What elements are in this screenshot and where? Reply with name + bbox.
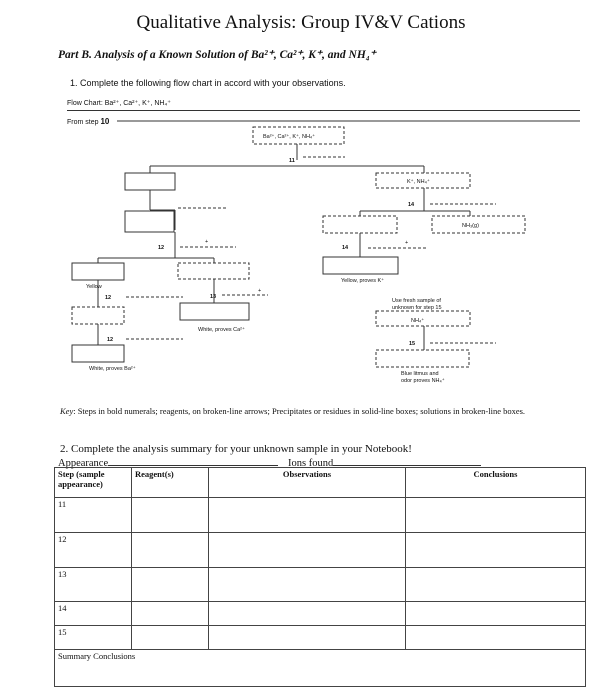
table-row [55, 567, 586, 602]
nh3-label: NH₃(g) [462, 223, 479, 229]
row-step-12: 12 [55, 533, 132, 568]
step-12b: 12 [105, 295, 112, 301]
row-step-11: 11 [55, 498, 132, 533]
precipitate-box-k [323, 257, 398, 274]
white-proves-ca: White, proves Ca²⁺ [198, 327, 245, 333]
appearance-label: Appearance [58, 458, 109, 469]
table-row [55, 650, 586, 687]
key-text: : Steps in bold numerals; reagents, on broken-line arrows; Precipitates or residues in solid-line boxes; solutions in broken-line boxes. [73, 406, 526, 416]
step-11: 11 [289, 158, 295, 164]
step-12c: 12 [107, 337, 114, 343]
blue-litmus-line2: odor proves NH₄⁺ [401, 378, 445, 384]
step-12a: 12 [158, 245, 165, 251]
step-14b: 14 [342, 245, 349, 251]
row-step-15: 15 [55, 626, 132, 650]
blue-litmus-line1: Blue litmus and [401, 371, 439, 377]
precipitate-box-ca [180, 303, 249, 320]
solution-box-lower-left [72, 307, 124, 324]
from-step-prefix: From step [67, 119, 99, 126]
header-conclusions: Conclusions [406, 468, 586, 498]
solution-box-mid [178, 263, 249, 279]
precipitate-box-yellow [72, 263, 124, 280]
key-note [60, 406, 580, 417]
row-step-13: 13 [55, 567, 132, 602]
solution-box-right [323, 216, 397, 233]
yellow-proves-k: Yellow, proves K⁺ [341, 278, 385, 284]
yellow-label: Yellow [86, 284, 102, 290]
flow-chart-label: Flow Chart: Ba²⁺, Ca²⁺, K⁺, NH₄⁺ [67, 100, 171, 107]
summary-conclusions[interactable]: Summary Conclusions [55, 650, 586, 687]
ions-found-label: Ions found [288, 458, 334, 469]
header-observations: Observations [209, 468, 406, 498]
analysis-summary-table [54, 467, 586, 687]
table-row [55, 533, 586, 568]
top-box-label: Ba²⁺, Ca²⁺, K⁺, NH₄⁺ [263, 134, 316, 140]
plus-a: + [205, 239, 209, 245]
table-row [55, 626, 586, 650]
nh4-label: NH₄⁺ [411, 318, 425, 324]
question-1: 1. Complete the following flow chart in accord with your observations. [70, 78, 346, 88]
white-proves-ba: White, proves Ba²⁺ [89, 366, 136, 372]
precipitate-box-mid [125, 211, 174, 232]
precipitate-box-ba [72, 345, 124, 362]
knh4-label: K⁺, NH₄⁺ [407, 179, 430, 185]
precipitate-box-left [125, 173, 175, 190]
header-reagents: Reagent(s) [132, 468, 209, 498]
row-step-14: 14 [55, 602, 132, 626]
table-row [55, 602, 586, 626]
step-14a: 14 [408, 202, 415, 208]
from-step-number: 10 [100, 117, 110, 126]
table-row [55, 498, 586, 533]
key-label: Key [60, 406, 74, 416]
result-box-nh4 [376, 350, 469, 367]
header-step: Step (sample appearance) [55, 468, 132, 498]
plus-b: + [405, 240, 409, 246]
step-13: 13 [210, 294, 217, 300]
use-fresh-line2: unknown for step 15 [392, 305, 442, 311]
part-b-heading: Part B. Analysis of a Known Solution of Ba²⁺, Ca²⁺, K⁺, and NH₄⁺ [58, 49, 376, 61]
step-15: 15 [409, 341, 416, 347]
plus-c: + [258, 288, 262, 294]
page-title: Qualitative Analysis: Group IV&V Cations [136, 12, 466, 33]
use-fresh-line1: Use fresh sample of [392, 298, 441, 304]
question-2: 2. Complete the analysis summary for your unknown sample in your Notebook! [60, 443, 412, 455]
